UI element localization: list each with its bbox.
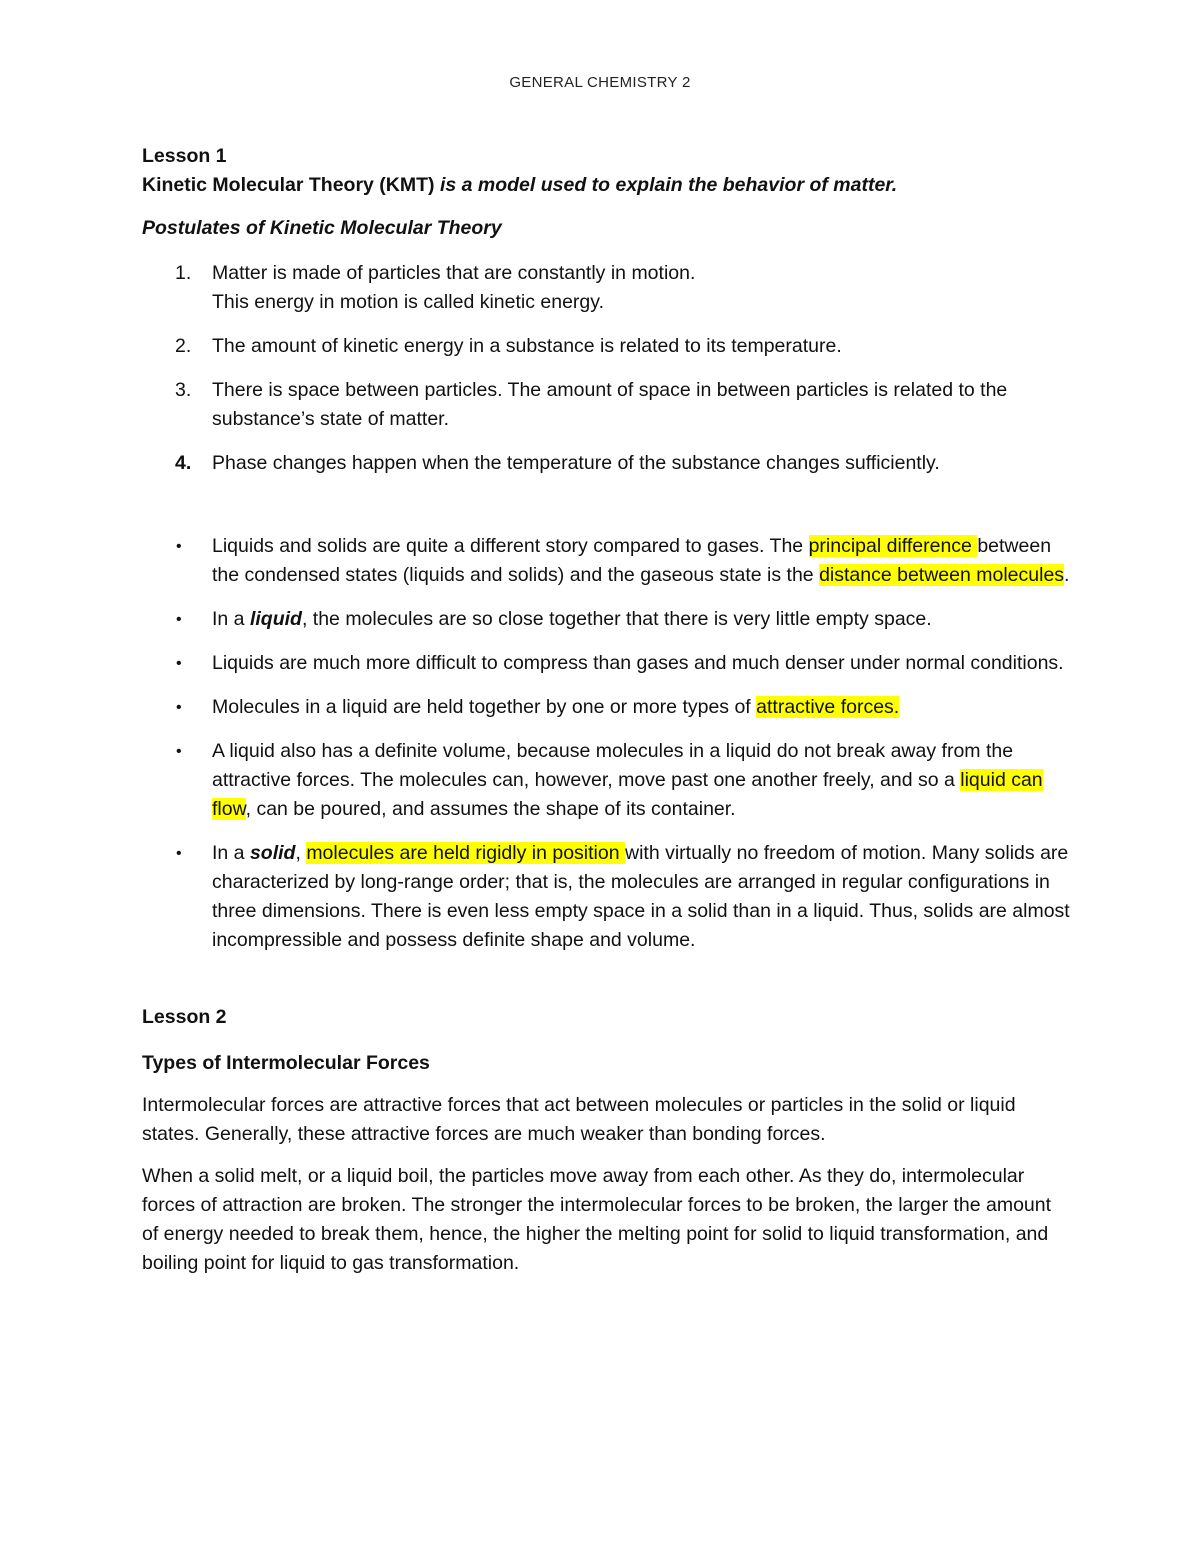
highlight-text: liquid can flow: [212, 769, 1043, 820]
bullet-text: , the molecules are so close together that there is very little empty space.: [301, 608, 932, 630]
postulate-item: [142, 332, 1072, 361]
postulate-item: [142, 376, 1072, 434]
kmt-term: Kinetic Molecular Theory (KMT): [142, 174, 435, 196]
emphasis-text: liquid: [249, 608, 302, 630]
paragraph: When a solid melt, or a liquid boil, the particles move away from each other. As they do, intermolecular forces of attraction are broken. The stronger the intermolecular forces to be broken, the larger the amount of energy needed to break them, hence, the higher the melting point for solid to liquid transformation, and boiling point for liquid to gas transformation.: [142, 1165, 1052, 1274]
postulate-text: The amount of kinetic energy in a substance is related to its temperature.: [212, 335, 842, 357]
bullet-item: [142, 737, 1072, 824]
bullet-marker: •: [176, 538, 182, 555]
postulates-heading: Postulates of Kinetic Molecular Theory: [142, 217, 502, 239]
postulate-text: There is space between particles. The amount of space in between particles is related to the substance’s state of matter.: [212, 379, 1008, 430]
bullet-text: .: [1064, 564, 1070, 586]
bullet-text: between the condensed states (liquids and solids) and the gaseous state is the: [212, 535, 1052, 586]
bullet-item: [142, 532, 1072, 590]
bullet-text: In a: [212, 608, 250, 630]
paragraph: Intermolecular forces are attractive forces that act between molecules or particles in the solid or liquid states. Generally, these attractive forces are much weaker than bonding forces.: [142, 1094, 1016, 1145]
lesson-2-label: Lesson 2: [142, 1006, 227, 1028]
highlight-text: attractive forces.: [756, 696, 900, 718]
bullet-marker: •: [176, 743, 182, 760]
bullet-text: In a: [212, 842, 250, 864]
highlight-text: molecules are held rigidly in position: [306, 842, 625, 864]
bullet-marker: •: [176, 655, 182, 672]
bullet-text: A liquid also has a definite volume, because molecules in a liquid do not break away from the attractive forces. The molecules can, however, move past one another freely, and so a: [212, 740, 1014, 791]
bullet-text: with virtually no freedom of motion. Many solids are characterized by long-range order; that is, the molecules are arranged in regular configurations in three dimensions. There is even less empty space in a solid than in a liquid. Thus, solids are almost incompressible and possess definite shape and volume.: [212, 842, 1070, 951]
highlight-text: distance between molecules: [819, 564, 1065, 586]
postulate-item: [142, 449, 1072, 478]
postulate-text-line2: This energy in motion is called kinetic energy.: [212, 291, 604, 313]
bullet-text: ,: [295, 842, 307, 864]
document-body: [142, 142, 1072, 1278]
highlight-text: principal difference: [808, 535, 978, 557]
kmt-description: is a model used to explain the behavior of matter.: [434, 174, 898, 196]
bullet-text: Molecules in a liquid are held together by one or more types of: [212, 696, 757, 718]
bullet-text: Liquids are much more difficult to compress than gases and much denser under normal conditions.: [212, 652, 1064, 674]
postulate-number: 4.: [175, 452, 192, 474]
postulate-text: Matter is made of particles that are constantly in motion.: [212, 262, 696, 284]
bullet-item: [142, 693, 1072, 722]
postulates-list: [142, 259, 1072, 478]
bullet-item: [142, 649, 1072, 678]
bullet-text: , can be poured, and assumes the shape of its container.: [245, 798, 736, 820]
bullet-marker: •: [176, 699, 182, 716]
postulate-number: 1.: [175, 262, 192, 284]
lesson-1-label: Lesson 1: [142, 145, 227, 167]
postulate-text: Phase changes happen when the temperature of the substance changes sufficiently.: [212, 452, 940, 474]
postulate-number: 2.: [175, 335, 192, 357]
kmt-definition: [142, 171, 1072, 200]
bullet-item: [142, 605, 1072, 634]
page-header: GENERAL CHEMISTRY 2: [509, 74, 691, 91]
postulate-item: [142, 259, 1072, 317]
bullet-item: [142, 839, 1072, 955]
intermolecular-forces-heading: Types of Intermolecular Forces: [142, 1052, 430, 1074]
bullet-marker: •: [176, 611, 182, 628]
bullet-marker: •: [176, 845, 182, 862]
bullet-list: [142, 532, 1072, 955]
postulate-number: 3.: [175, 379, 192, 401]
emphasis-text: solid: [249, 842, 296, 864]
bullet-text: Liquids and solids are quite a different story compared to gases. The: [212, 535, 809, 557]
